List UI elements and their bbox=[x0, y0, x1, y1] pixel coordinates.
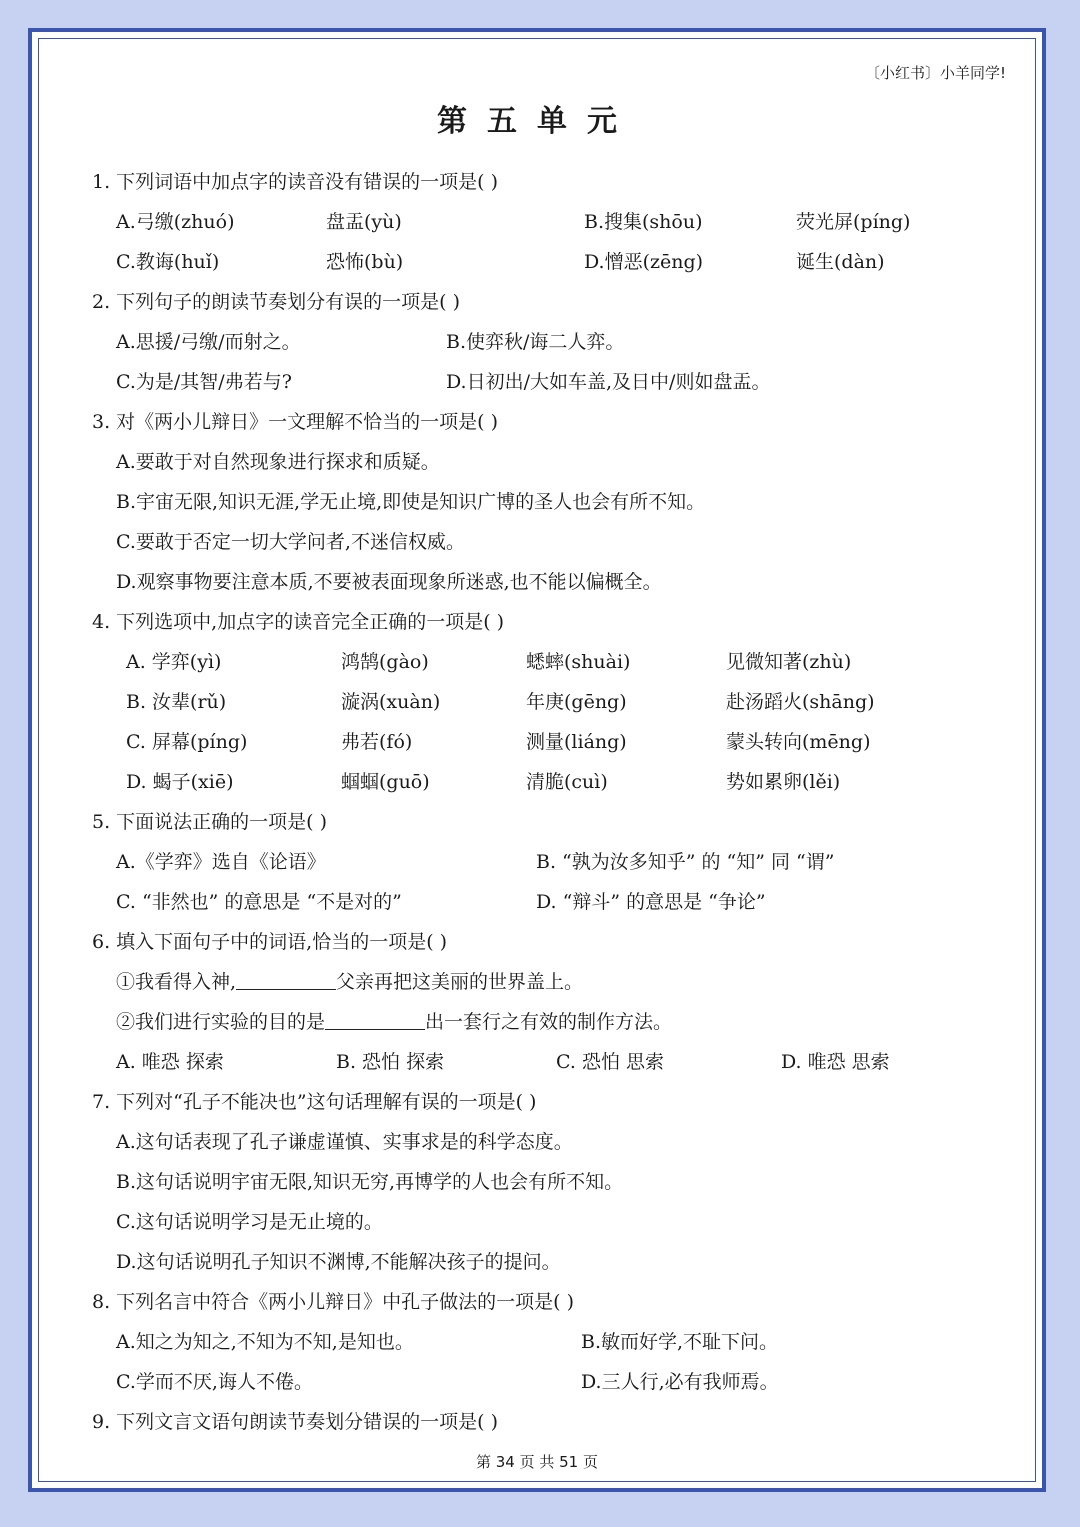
option-line: B.这句话说明宇宙无限,知识无穷,再博学的人也会有所不知。 bbox=[116, 1171, 624, 1193]
page-frame bbox=[28, 28, 1046, 1492]
option-choice: C.学而不厌,诲人不倦。 bbox=[116, 1371, 313, 1393]
option-choice: 恐怖(bù) bbox=[326, 251, 404, 273]
option-choice: B.敏而好学,不耻下问。 bbox=[581, 1331, 779, 1353]
option-choice: B.搜集(shōu) bbox=[584, 211, 703, 233]
option-choice: C.教诲(huǐ) bbox=[116, 251, 220, 273]
question-stem: 2. 下列句子的朗读节奏划分有误的一项是( ) bbox=[92, 291, 461, 313]
fill-sentence bbox=[116, 962, 583, 1002]
option-choice: A.思援/弓缴/而射之。 bbox=[116, 331, 301, 353]
question-stem: 8. 下列名言中符合《两小儿辩日》中孔子做法的一项是( ) bbox=[92, 1291, 575, 1313]
option-line: D.观察事物要注意本质,不要被表面现象所迷惑,也不能以偏概全。 bbox=[116, 571, 662, 593]
question-stem: 6. 填入下面句子中的词语,恰当的一项是( ) bbox=[92, 931, 448, 953]
question-stem: 7. 下列对“孔子不能决也”这句话理解有误的一项是( ) bbox=[92, 1091, 537, 1113]
fill-sentence-before: ①我看得入神, bbox=[116, 971, 237, 993]
question-stem: 4. 下列选项中,加点字的读音完全正确的一项是( ) bbox=[92, 611, 505, 633]
option-choice: B. 恐怕 探索 bbox=[336, 1051, 445, 1073]
option-choice: 弗若(fó) bbox=[341, 731, 413, 753]
question-stem: 3. 对《两小儿辩日》一文理解不恰当的一项是( ) bbox=[92, 411, 499, 433]
blank-line bbox=[236, 967, 336, 990]
option-choice: D.日初出/大如车盖,及日中/则如盘盂。 bbox=[446, 371, 771, 393]
fill-sentence-after: 父亲再把这美丽的世界盖上。 bbox=[336, 971, 584, 993]
option-choice: 蟋蟀(shuài) bbox=[526, 651, 631, 673]
option-choice: B. 汝辈(rǔ) bbox=[126, 691, 227, 713]
option-choice: 诞生(dàn) bbox=[796, 251, 885, 273]
option-choice: C. 恐怕 思索 bbox=[556, 1051, 664, 1073]
question-stem: 1. 下列词语中加点字的读音没有错误的一项是( ) bbox=[92, 171, 499, 193]
option-line: C.这句话说明学习是无止境的。 bbox=[116, 1211, 383, 1233]
option-line: D.这句话说明孔子知识不渊博,不能解决孩子的提问。 bbox=[116, 1251, 561, 1273]
option-line: A.这句话表现了孔子谦虚谨慎、实事求是的科学态度。 bbox=[116, 1131, 573, 1153]
option-choice: D.憎恶(zēng) bbox=[584, 251, 704, 273]
option-choice: D. 蝎子(xiē) bbox=[126, 771, 234, 793]
option-line: B.宇宙无限,知识无涯,学无止境,即使是知识广博的圣人也会有所不知。 bbox=[116, 491, 706, 513]
option-choice: C. “非然也” 的意思是 “不是对的” bbox=[116, 891, 402, 913]
fill-sentence-after: 出一套行之有效的制作方法。 bbox=[425, 1011, 673, 1033]
option-choice: A.《学弈》选自《论语》 bbox=[116, 851, 326, 873]
option-choice: 盘盂(yù) bbox=[326, 211, 402, 233]
option-choice: 赴汤蹈火(shāng) bbox=[726, 691, 875, 713]
option-choice: 清脆(cuì) bbox=[526, 771, 608, 793]
option-choice: D. 唯恐 思索 bbox=[781, 1051, 890, 1073]
option-choice: 鸿鹄(gào) bbox=[341, 651, 429, 673]
option-choice: B.使弈秋/诲二人弈。 bbox=[446, 331, 625, 353]
option-choice: 年庚(gēng) bbox=[526, 691, 627, 713]
option-choice: A.知之为知之,不知为不知,是知也。 bbox=[116, 1331, 414, 1353]
option-line: A.要敢于对自然现象进行探求和质疑。 bbox=[116, 451, 440, 473]
option-choice: 漩涡(xuàn) bbox=[341, 691, 441, 713]
question-stem: 9. 下列文言文语句朗读节奏划分错误的一项是( ) bbox=[92, 1411, 499, 1433]
option-choice: D.三人行,必有我师焉。 bbox=[581, 1371, 779, 1393]
page-title: 第五单元 bbox=[437, 104, 637, 139]
question-stem: 5. 下面说法正确的一项是( ) bbox=[92, 811, 328, 833]
option-choice: C.为是/其智/弗若与? bbox=[116, 371, 292, 393]
option-choice: A. 学弈(yì) bbox=[126, 651, 222, 673]
option-choice: 测量(liáng) bbox=[526, 731, 627, 753]
option-choice: D. “辩斗” 的意思是 “争论” bbox=[536, 891, 766, 913]
fill-sentence bbox=[116, 1002, 672, 1042]
option-choice: A.弓缴(zhuó) bbox=[116, 211, 235, 233]
watermark: 〔小红书〕小羊同学! bbox=[864, 64, 1006, 82]
fill-sentence-before: ②我们进行实验的目的是 bbox=[116, 1011, 326, 1033]
option-choice: C. 屏幕(píng) bbox=[126, 731, 248, 753]
option-choice: B. “孰为汝多知乎” 的 “知” 同 “谓” bbox=[536, 851, 835, 873]
blank-line bbox=[325, 1007, 425, 1030]
option-choice: 蒙头转向(mēng) bbox=[726, 731, 871, 753]
option-choice: 蝈蝈(guō) bbox=[341, 771, 430, 793]
option-choice: A. 唯恐 探索 bbox=[116, 1051, 224, 1073]
option-line: C.要敢于否定一切大学问者,不迷信权威。 bbox=[116, 531, 465, 553]
option-choice: 势如累卵(lěi) bbox=[726, 771, 841, 793]
page-footer: 第 34 页 共 51 页 bbox=[475, 1453, 598, 1471]
option-choice: 见微知著(zhù) bbox=[726, 651, 852, 673]
option-choice: 荧光屏(píng) bbox=[796, 211, 911, 233]
